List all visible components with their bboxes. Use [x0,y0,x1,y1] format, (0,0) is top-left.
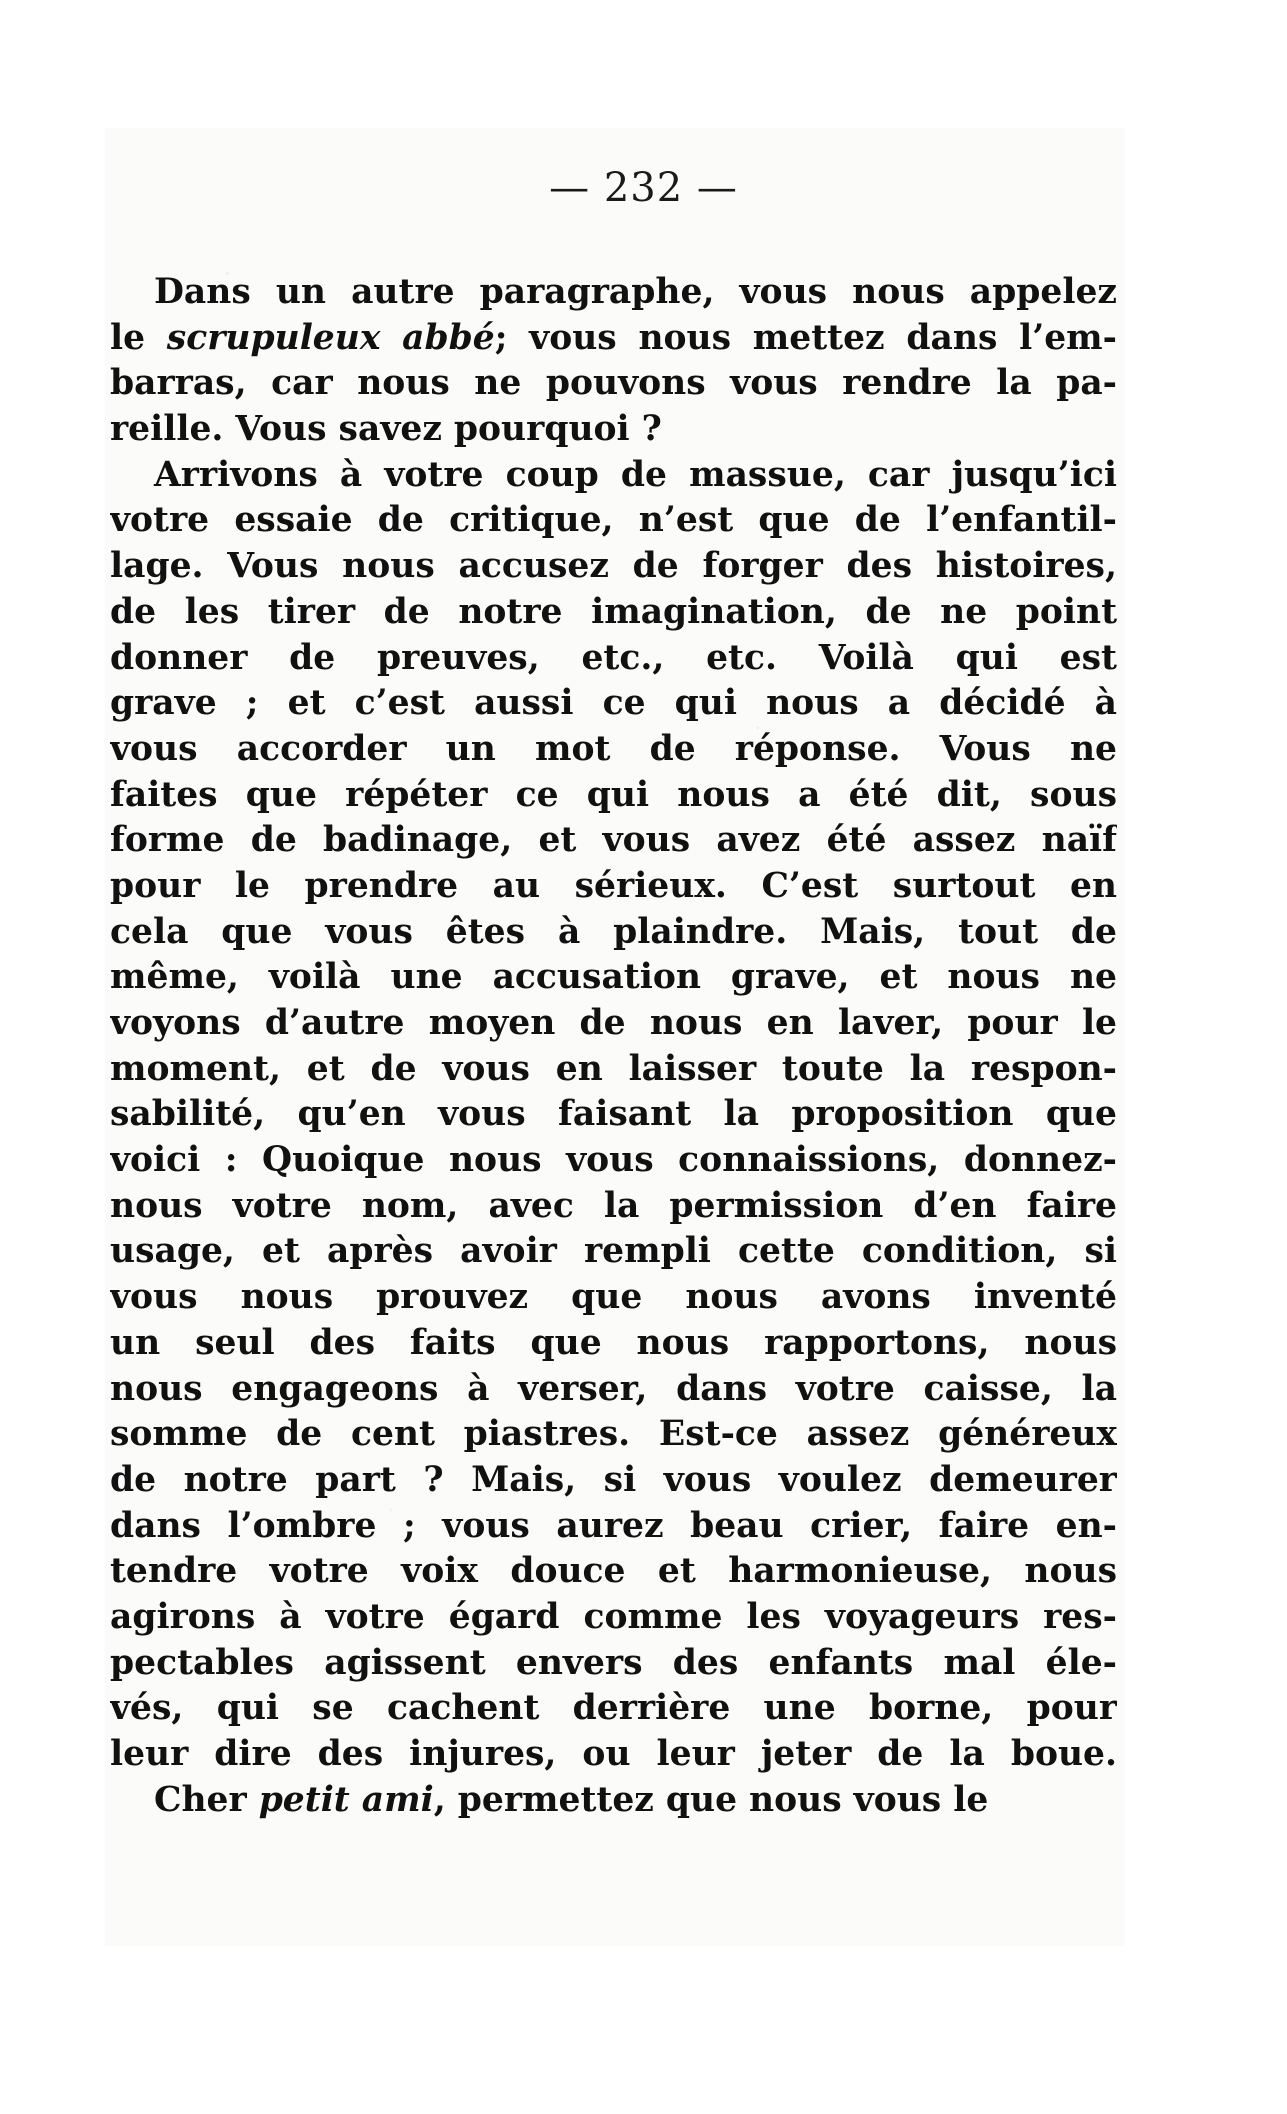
text-line [110,773,1117,819]
text-line [110,910,1117,956]
text-line [110,1732,1117,1778]
text-line [110,1321,1117,1367]
text-line [110,1504,1117,1550]
italic-phrase: scrupuleux abbé [166,317,495,358]
text-run: nous votre nom, avec la permission d’en faire [110,1185,1117,1226]
text-line [110,590,1117,636]
text-line [110,864,1117,910]
text-run: vous accorder un mot de réponse. Vous ne [110,728,1117,769]
text-line [110,316,1117,362]
text-run: somme de cent piastres. Est-ce assez généreux [110,1414,1117,1455]
body-text [110,270,1117,1823]
text-line [110,1092,1117,1138]
text-run: le [110,317,167,358]
text-line [110,1778,1117,1824]
text-run: Cher [154,1779,259,1820]
text-line [110,1367,1117,1413]
text-run: donner de preuves, etc., etc. Voilà qui est [110,637,1117,678]
text-line [110,955,1117,1001]
text-run: lage. Vous nous accusez de forger des histoires, [110,546,1117,587]
text-run: vous nous prouvez que nous avons inventé [110,1277,1117,1318]
text-run: leur dire des injures, ou leur jeter de la boue. [110,1734,1117,1774]
text-line [110,1229,1117,1275]
text-run: Arrivons à votre coup de massue, car jusqu’ici [154,454,1117,495]
text-line [110,636,1117,682]
text-line [110,681,1117,727]
page-number: — 232 — [549,165,738,211]
text-run: pour le prendre au sérieux. C’est surtout en [110,865,1117,906]
text-line [110,1275,1117,1321]
text-run: reille. Vous savez pourquoi ? [110,409,662,450]
text-run: usage, et après avoir rempli cette condition, si [110,1231,1117,1272]
text-run: grave ; et c’est aussi ce qui nous a décidé à [110,683,1117,724]
text-run: Dans un autre paragraphe, vous nous appelez [154,272,1117,312]
text-run: pectables agissent envers des enfants mal éle- [110,1642,1117,1683]
text-line [110,1412,1117,1458]
text-line [110,1595,1117,1641]
text-run: faites que répéter ce qui nous a été dit, sous [110,774,1117,815]
text-line [110,1138,1117,1184]
text-run: un seul des faits que nous rapportons, nous [110,1322,1117,1363]
text-run: forme de badinage, et vous avez été assez naïf [110,820,1117,861]
text-line [110,1686,1117,1732]
text-run: agirons à votre égard comme les voyageurs res- [110,1596,1117,1637]
text-run: voici : Quoique nous vous connaissions, donnez- [110,1140,1117,1181]
text-run: même, voilà une accusation grave, et nous ne [110,957,1117,998]
italic-phrase: petit ami [258,1779,434,1820]
text-run: moment, et de vous en laisser toute la respon- [110,1048,1117,1089]
text-line [110,498,1117,544]
text-line [110,544,1117,590]
text-line [110,1641,1117,1687]
text-run: cela que vous êtes à plaindre. Mais, tout de [110,911,1117,952]
text-run: vés, qui se cachent derrière une borne, pour [110,1688,1117,1729]
text-line [110,1458,1117,1504]
text-line [110,727,1117,773]
text-run: tendre votre voix douce et harmonieuse, nous [110,1551,1117,1592]
text-run: ; vous nous mettez dans l’em- [494,317,1117,358]
text-run: dans l’ombre ; vous aurez beau crier, faire en- [110,1505,1117,1546]
text-run: de les tirer de notre imagination, de ne point [110,591,1117,632]
text-run: voyons d’autre moyen de nous en laver, pour le [110,1003,1117,1043]
text-run: votre essaie de critique, n’est que de l’enfantil- [110,500,1117,541]
text-line [110,1001,1117,1047]
text-line [110,270,1117,316]
text-line [110,453,1117,499]
text-run: nous engageons à verser, dans votre caisse, la [110,1368,1117,1409]
text-line [110,361,1117,407]
text-line [110,818,1117,864]
text-run: barras, car nous ne pouvons vous rendre la pa- [110,363,1117,404]
text-run: sabilité, qu’en vous faisant la proposition que [110,1094,1117,1135]
text-run: , permettez que nous vous le [433,1779,989,1820]
text-line [110,1184,1117,1230]
text-line [110,1549,1117,1595]
text-run: de notre part ? Mais, si vous voulez demeurer [110,1459,1117,1500]
text-line [110,1047,1117,1093]
text-line [110,407,1117,453]
